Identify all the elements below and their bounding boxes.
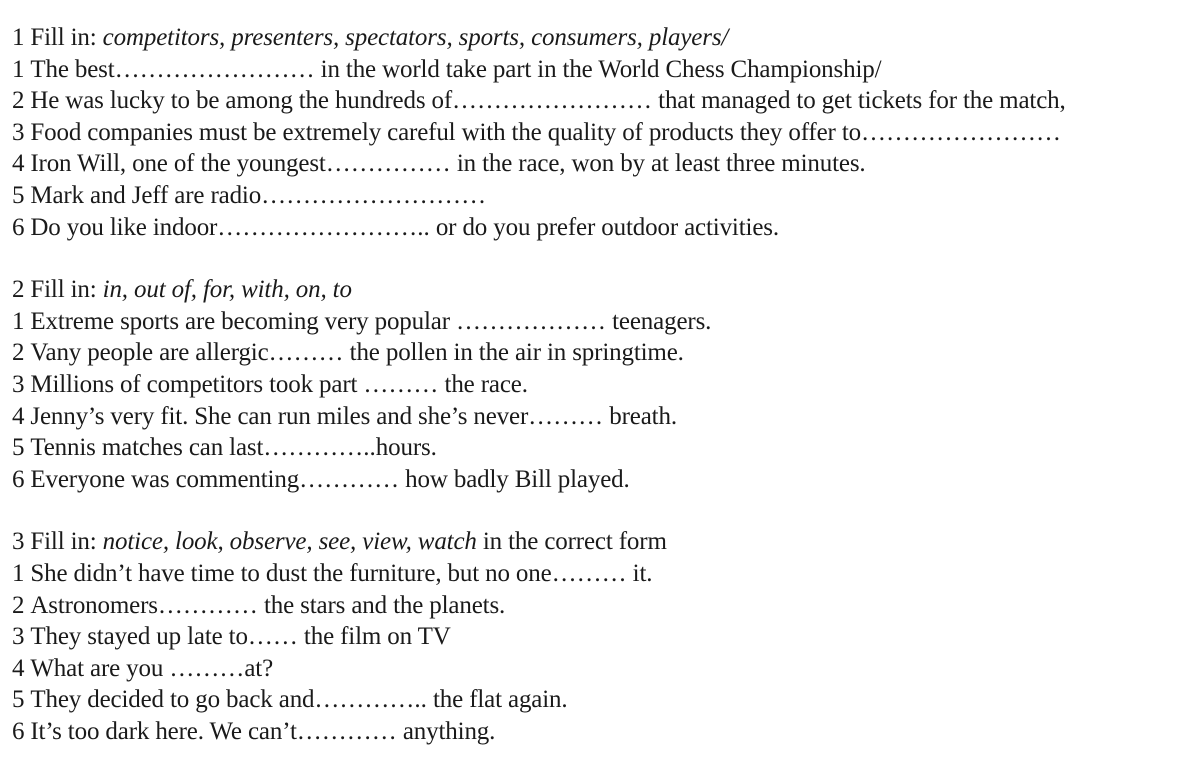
item-number: 1 bbox=[12, 55, 25, 83]
answer-blank: ………… bbox=[157, 591, 258, 619]
answer-blank: ……… bbox=[528, 402, 604, 430]
answer-blank: ………….. bbox=[314, 686, 427, 714]
answer-blank: …………………….. bbox=[217, 213, 430, 241]
item-number: 4 bbox=[12, 654, 25, 682]
item-text-after: it. bbox=[626, 559, 653, 587]
item-number: 6 bbox=[12, 717, 25, 745]
exercise-item bbox=[12, 558, 1192, 590]
answer-blank: …… bbox=[247, 623, 298, 651]
answer-blank: …………………… bbox=[860, 118, 1061, 146]
item-text-after: hours. bbox=[375, 434, 437, 462]
exercise-item bbox=[12, 337, 1192, 369]
item-number: 2 bbox=[12, 591, 25, 619]
item-text-before: Astronomers bbox=[30, 591, 158, 619]
answer-blank: ……… bbox=[551, 559, 627, 587]
exercise-item bbox=[12, 369, 1192, 401]
item-text-after: anything. bbox=[396, 717, 496, 745]
exercise-item bbox=[12, 401, 1192, 433]
answer-blank: …………………… bbox=[114, 55, 315, 83]
item-text-before: The best bbox=[30, 55, 115, 83]
item-number: 5 bbox=[12, 181, 25, 209]
answer-blank: ……… bbox=[169, 654, 245, 682]
item-number: 6 bbox=[12, 465, 25, 493]
item-text-before: Extreme sports are becoming very popular bbox=[30, 307, 457, 335]
word-bank: in, out of, for, with, on, to bbox=[102, 276, 352, 304]
exercise-heading bbox=[12, 274, 1192, 306]
item-number: 2 bbox=[12, 87, 25, 115]
item-text-before: Jenny’s very fit. She can run miles and she’s never bbox=[30, 402, 529, 430]
answer-blank: …………… bbox=[325, 150, 451, 178]
answer-blank: ……… bbox=[268, 339, 344, 367]
exercise-item bbox=[12, 148, 1192, 180]
item-text-after: the stars and the planets. bbox=[257, 591, 506, 619]
item-number: 3 bbox=[12, 118, 25, 146]
item-text-after: how badly Bill played. bbox=[399, 465, 630, 493]
exercise-3 bbox=[12, 526, 1192, 747]
item-text-before: He was lucky to be among the hundreds of bbox=[30, 87, 453, 115]
item-text-before: Vany people are allergic bbox=[30, 339, 269, 367]
item-text-after: at? bbox=[244, 654, 274, 682]
instruction-suffix: in the correct form bbox=[476, 528, 667, 556]
exercise-number: 2 bbox=[12, 276, 25, 304]
item-text-before: They stayed up late to bbox=[30, 623, 248, 651]
item-text-before: Tennis matches can last bbox=[30, 434, 264, 462]
exercise-item bbox=[12, 306, 1192, 338]
item-text-after: in the world take part in the World Chess Championship/ bbox=[314, 55, 882, 83]
word-bank: competitors, presenters, spectators, sports, consumers, players/ bbox=[102, 24, 729, 51]
exercise-heading bbox=[12, 526, 1192, 558]
item-number: 5 bbox=[12, 434, 25, 462]
item-text-before: It’s too dark here. We can’t bbox=[30, 717, 297, 745]
item-text-after: breath. bbox=[603, 402, 677, 430]
worksheet bbox=[12, 22, 1192, 757]
item-text-after: the race. bbox=[438, 370, 528, 398]
item-text-after: the pollen in the air in springtime. bbox=[343, 339, 684, 367]
item-number: 2 bbox=[12, 339, 25, 367]
instruction-label: Fill in: bbox=[30, 276, 97, 304]
item-number: 3 bbox=[12, 623, 25, 651]
item-text-after: the flat again. bbox=[426, 686, 568, 714]
item-text-before: Mark and Jeff are radio bbox=[30, 181, 262, 209]
item-text-before: Everyone was commenting bbox=[30, 465, 300, 493]
exercise-1 bbox=[12, 22, 1192, 243]
item-text-after: or do you prefer outdoor activities. bbox=[429, 213, 779, 241]
item-number: 4 bbox=[12, 402, 25, 430]
exercise-2 bbox=[12, 274, 1192, 495]
exercise-item bbox=[12, 432, 1192, 464]
item-text-before: Iron Will, one of the youngest bbox=[30, 150, 326, 178]
exercise-item bbox=[12, 212, 1192, 244]
item-number: 1 bbox=[12, 559, 25, 587]
exercise-item bbox=[12, 85, 1192, 117]
item-text-after: teenagers. bbox=[606, 307, 712, 335]
exercise-number: 3 bbox=[12, 528, 25, 556]
instruction-label: Fill in: bbox=[30, 24, 97, 51]
answer-blank: ……………… bbox=[456, 307, 607, 335]
item-text-before: They decided to go back and bbox=[30, 686, 315, 714]
item-text-after: the film on TV bbox=[297, 623, 451, 651]
exercise-item bbox=[12, 590, 1192, 622]
item-number: 6 bbox=[12, 213, 25, 241]
answer-blank: …………………… bbox=[452, 87, 653, 115]
exercise-item bbox=[12, 180, 1192, 212]
item-number: 5 bbox=[12, 686, 25, 714]
word-bank: notice, look, observe, see, view, watch bbox=[102, 528, 477, 556]
item-text-before: Do you like indoor bbox=[30, 213, 218, 241]
item-number: 4 bbox=[12, 150, 25, 178]
item-text-after: that managed to get tickets for the match, bbox=[652, 87, 1066, 115]
instruction-label: Fill in: bbox=[30, 528, 97, 556]
answer-blank: ………….. bbox=[263, 434, 376, 462]
item-text-before: Millions of competitors took part bbox=[30, 370, 364, 398]
answer-blank: ………… bbox=[296, 717, 397, 745]
exercise-item bbox=[12, 54, 1192, 86]
exercise-number: 1 bbox=[12, 24, 25, 51]
item-number: 3 bbox=[12, 370, 25, 398]
exercise-heading bbox=[12, 22, 1192, 54]
item-text-before: Food companies must be extremely careful with the quality of products they offer to bbox=[30, 118, 861, 146]
item-text-after: in the race, won by at least three minutes. bbox=[450, 150, 866, 178]
item-number: 1 bbox=[12, 307, 25, 335]
exercise-item bbox=[12, 117, 1192, 149]
answer-blank: ……………………… bbox=[261, 181, 487, 209]
exercise-item bbox=[12, 621, 1192, 653]
item-text-before: She didn’t have time to dust the furniture, but no one bbox=[30, 559, 552, 587]
exercise-item bbox=[12, 684, 1192, 716]
exercise-item bbox=[12, 716, 1192, 748]
exercise-item bbox=[12, 464, 1192, 496]
answer-blank: ……… bbox=[363, 370, 439, 398]
exercise-item bbox=[12, 653, 1192, 685]
item-text-before: What are you bbox=[30, 654, 170, 682]
answer-blank: ………… bbox=[299, 465, 400, 493]
